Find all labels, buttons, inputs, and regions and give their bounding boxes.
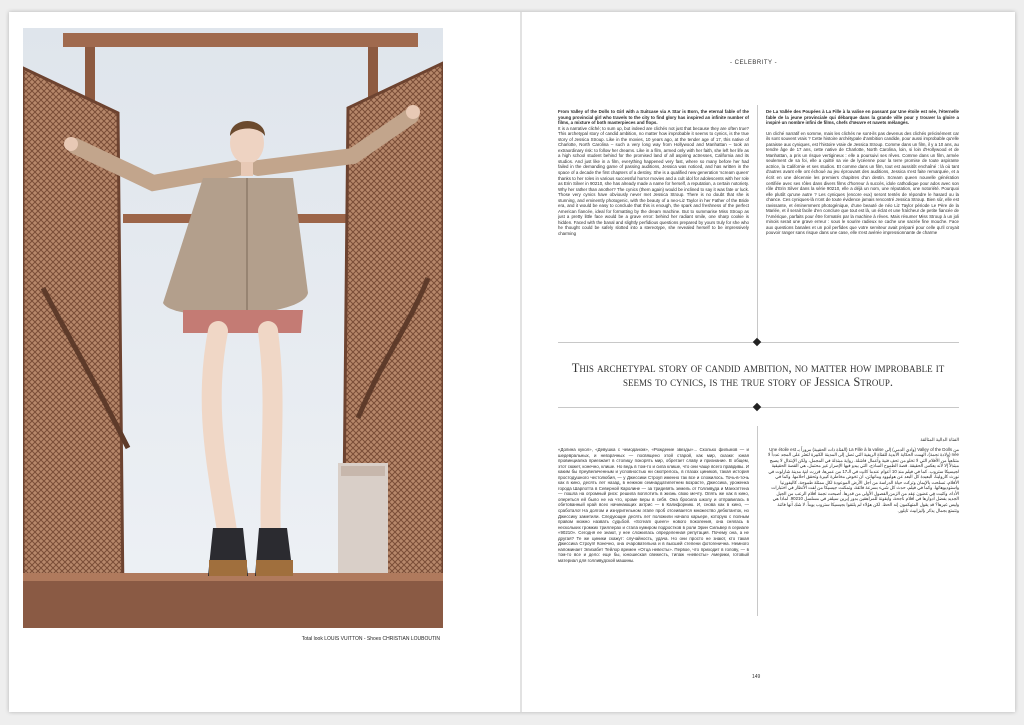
spread-gutter <box>520 12 522 712</box>
french-body: Un cliché narratif en somme, mais les clichés ne sont-ils pas devenus des clichés précisément car ils sont souvent vrais ? Cette histoire archétypale d'ambition candide, pour aussi improbable qu'elle paraisse aux cyniques, est l'histoire vraie de Jessica Stroup. Comme dans un film, il y a 10 ans, au tendre âge de 17 ans, cette native de Charlotte, North Carolina, loin, si loin d'Hollywood et de Manhattan, a pris un risque vertigineux : elle a poursuivi ses rêves. Comme dans un film, armée seulement de sa foi, elle a quitté sa vie de lycéenne pour la terre promise de toute aspirante actrice, la Californie et ses studios. Et comme dans un film, tout est aussitôt enchaîné : là où tant d'autres avant elle ont échoué au jeu éprouvant des auditions, Jessica s'est faite remarquée, et a écrit en une décennie les premiers chapitres d'un destin. Scream queen nouvelle génération certifiée avec ses rôles dans divers films d'horreur à succès, idole cathodique pour ados avec son rôle d'Erin Silver dans la série 90210, elle a déjà un nom, une réputation, une notoriété. Pourquoi elle plutôt qu'une autre ? Les cyniques (encore eux) seront tentés de répondre le hasard ou la chance. Ces cyniques-là n'ont de toute évidence jamais rencontré Jessica Stroup. Bien sûr, elle est ravissante, et éminemment photogénique, d'une beauté de néo Liz Taylor période Le Père de la Mariée, et il serait facile d'en conclure que tout est là, un éclat et une fraîcheur de petite fiancée de l'Amérique, parfaits pour être formatés par la machine à rêves. Mais résumer Miss Stroup à un joli minois serait une grave erreur : sous le sourire radieux se cache une sacrée fine mouche. Face aux questions banales et un poil perfides que votre serviteur avait préparé pour celle qu'il croyait pouvoir ranger sans risque dans une case, elle s'est avérée impressionnante de charme <box>766 130 959 236</box>
page-number: 149 <box>752 674 761 680</box>
arabic-heading: الفتاة الدالية المتألقة <box>920 437 959 442</box>
section-label: - CELEBRITY - <box>730 60 778 66</box>
english-intro: From Valley of the Dolls to Girl with a Suitcase via A Star is Born, the eternal fable of the young provincial girl who travels to the city to find glory has inspired an infinite number of films, a mixture of both masterpieces and flops. <box>558 109 749 126</box>
pull-quote: This archetypal story of candid ambition, no matter how improbable it seems to cynics, is the true story of Jessica Stroup. <box>571 361 945 389</box>
english-column <box>558 109 749 334</box>
russian-column <box>558 447 749 619</box>
russian-body: «Долина кукол», «Девушка с чемоданом», «Рождение звезды»... Сколько фильмов — и шедевральных, и невзрачных — посвящено этой старой, как мир, сказке: юная провинциалка приезжает в столицу покорять мир, обретает славу и признание. В общем, этот сюжет, конечно, клише. Но ведь в том-то и сила клише, что они чаще всего правдивы. И каким бы преувеличенным и условностью ни смотрелось, в глазах циников, такая история простодушного честолюбия, — у Джессики Строуп именно так все и сложилось. Точь-в-точь как в кино, десять лет назад, в нежном семнадцатилетнем возрасте, Джессика, уроженка города Шарлотта в Северной Каролине — за тридевять земель от Голливуда и Манхэттена — пошла на огромный риск: решила воплотить в жизнь свою мечту. Опять же как в кино, опереться ей было не на что, кроме веры в себя. Она бросила школу и отправилась в обетованный край всех начинающих актрис — в Калифорнию. И, снова как в кино, — сработало! На долгом и изнурительном этапе проб отсеивается множество дебютанток, но Джессику заметили. Следующие десять лет положили начало карьере, которую с полным правом можно назвать судьбой. «Scream queen» нового поколения, она снялась в нескольких громких триллерах и стала кумиром подростков в роли Эрин Сильвер в сериале «90210». Сегодня ее знают, у нее сложилась определенная репутация. Почему она, а не другая? Те же циники скажут: случайность, удача. Но они просто не знают, кто такая Джессика Строуп! Конечно, она очаровательна и в высшей степени фотогенична. Немного напоминает Элизабет Тейлор времен «Отца невесты». Первое, что приходит в голову, — в том-то все и дело: еще бы, юношеская свежесть, типаж «невесты» Америки, готовый материал для голливудской машины. <box>558 447 749 563</box>
photo-credit: Total look LOUIS VUITTON - Shoes CHRISTIAN LOUBOUTIN <box>301 636 440 642</box>
french-column <box>766 109 959 334</box>
column-divider-bottom <box>757 426 758 616</box>
column-divider-top <box>757 105 758 338</box>
french-intro: De La Vallée des Poupées à La Fille à la valise en passant par Une étoile est née, l'éternelle fable de la jeune provinciale qui débarque dans la grande ville pour y trouver la gloire a inspiré un nombre infini de films, chefs d'œuvre et navets mélangés. <box>766 109 959 126</box>
arabic-body: من Valley of the Dolls (وادي الدمى) إلى La Fille à la valise (الفتاة ذات الحقيبة) مروراً بـ Une étoile est née (ولادة نجمة)، ألهمت الحكاية الأبدية للفتاة الريفية التي تصل إلى المدينة الكبيرة لتعثر على المجد عدداً لا متناهياً من الأفلام التي لا تخلو من تحف فنية وأعمال فاشلة. رواية مبتذلة في المجمل، ولكن الإبتذال لا يصبح مبتذلاً إلا لأنه يعكس الحقيقة. قصة الطموح الساذج، التي يبدو فيها الإصرار غير محتمل، هي القصة الحقيقية لجيسيكا ستروب. كما في فيلم منذ 10 أعوام عندما كانت في الـ17 من عمرها، قررت ابنة مدينة شارلوت في نورث كارولينا، البعيدة كل البعد عن هوليوود ومانهاتن، أن تخوض مخاطرة كبيرة وتحقق أحلامها. وكما في الأفلام، تسلحت بالإيمان وتركت حياة الدراسة من أجل الأرض الموعودة لكل ممثلة طموحة، كاليفورنيا واستوديوهاتها. وكما في فيلم، حدث كل شيء بسرعة فائقة، وتمكنت جيسيكا من لفت الأنظار في اختبارات الأداء، وكتبت في غضون عقد من الزمن الفصول الأولى من قدرها. أصبحت نجمة أفلام الرعب من الجيل الجديد بفضل أدوارها في أفلام ناجحة، وأيقونة للمراهقين بدور إيرين سيلفر في مسلسل 90210. لماذا هي وليس غيرها؟ قد يقول المتهكمون إنه الحظ. لكن هؤلاء لم يلتقوا بجيسيكا ستروب يوماً. لا شك أنها فاتنة وتتمتع بجمال يذكر بإليزابيث تايلور. <box>767 446 959 513</box>
arabic-column <box>766 437 959 619</box>
english-body: It is a narrative cliché; to sum up, but indeed are clichés not just that because they are often true? This archetypal story of candid ambition, no matter how improbable it seems to cynics, is the true story of Jessica Stroup. Like in the movies, 10 years ago, at the tender age of 17, this native of Charlotte, North Carolina – such a very long way from Hollywood and Manhattan – took an extraordinary risk: to follow her dreams. Like in a film, armed only with her faith, she left her life as a high school student behind for the promised land of all aspiring actresses, California and its studios. And just like in a film, everything happened very fast, where so many before her had failed in the demanding game of passing auditions, Jessica was noticed, and has written in the space of a decade the first chapters of a destiny. She is a qualified new generation 'scream queen' thanks to her roles in various successful horror movies and a cult idol for adolescents with her role as Erin Silver in 90210, she has already made a name for herself, a reputation, a certain notoriety. Why her rather than another? The cynics (them again) would be inclined to say it was fate or luck. Those very cynics have obviously never met Jessica Stroup. There is no doubt that she is stunning, and eminently photogenic, with the beauty of a neo-Liz Taylor in her Father of the Bride era, and it would be easy to conclude that this is enough, the spark and freshness of the perfect American fiancée, ideal for formatting by the dream machine. But to summarise Miss Stroup as just a pretty little face would be a grave error: behind her radiant smile, one sharp cookie is hidden. Faced with the banal and slightly perfidious questions prepared by yours truly for she who he thought could be safely slotted into a stereotype, she revealed herself to be impressively charming <box>558 125 749 237</box>
fashion-photo <box>23 28 443 628</box>
